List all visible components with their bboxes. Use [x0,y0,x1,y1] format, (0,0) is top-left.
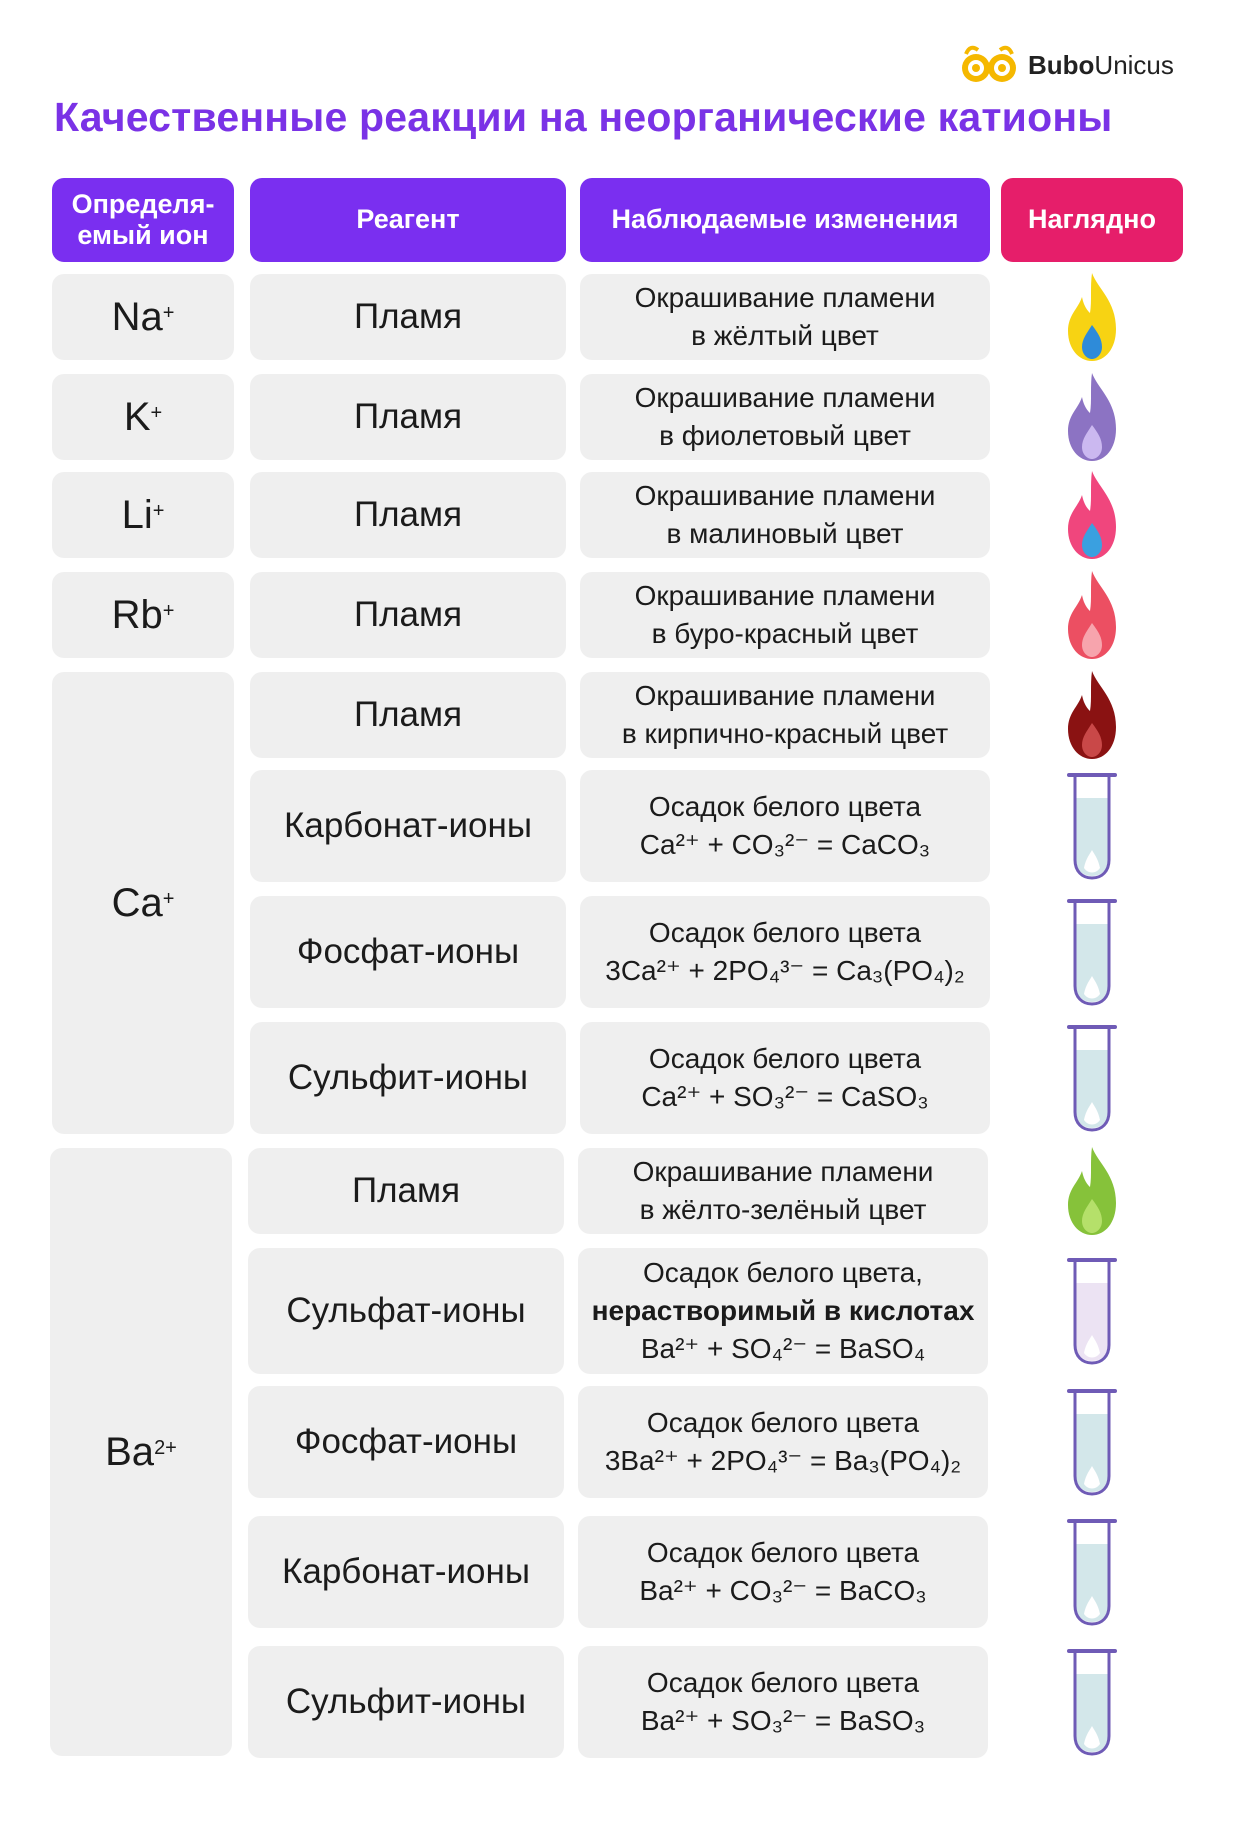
observation-line: Ba²⁺ + SO₃²⁻ = BaSO₃ [640,1705,926,1736]
test-tube-icon [1001,1022,1183,1134]
observation-cell [580,472,990,558]
header-visual: Наглядно [1001,178,1183,262]
ion-symbol: Na [111,294,163,339]
observation-line: Окрашивание пламени [634,382,936,414]
reagent-cell: Карбонат-ионы [250,770,566,882]
observation-line: Осадок белого цвета [648,791,922,823]
observation-line: Осадок белого цвета [646,1667,920,1699]
test-tube-icon [1001,896,1183,1008]
reagent-cell: Фосфат-ионы [248,1386,564,1498]
observation-cell [578,1148,988,1234]
header-reagent: Реагент [250,178,566,262]
observation-cell [580,274,990,360]
observation-cell [580,572,990,658]
brand-logo [960,42,1174,88]
observation-cell [578,1646,988,1758]
ion-charge: + [162,301,175,324]
reagent-cell: Сульфит-ионы [248,1646,564,1758]
ion-cell-li [52,472,234,558]
reagent-cell: Пламя [250,672,566,758]
observation-line: в малиновый цвет [666,518,904,549]
flame-icon [1001,1148,1183,1234]
observation-line: Окрашивание пламени [632,1156,934,1188]
observation-line: в жёлто-зелёный цвет [639,1194,927,1225]
observation-line: в кирпично-красный цвет [621,718,949,749]
ion-symbol: Ba [105,1429,155,1474]
observation-line: в буро-красный цвет [651,618,919,649]
ion-charge: + [152,499,165,522]
observation-cell [578,1386,988,1498]
test-tube-icon [1001,1248,1183,1374]
ion-cell-ba [50,1148,232,1756]
ion-charge: + [162,599,175,622]
observation-line: в фиолетовый цвет [659,420,911,451]
test-tube-icon [1001,1386,1183,1498]
observation-line: Осадок белого цвета [648,917,922,949]
ion-charge: + [162,887,175,910]
observation-line: Осадок белого цвета, [643,1257,923,1289]
reagent-cell: Сульфат-ионы [248,1248,564,1374]
flame-icon [1001,572,1183,658]
ion-symbol: Li [121,492,153,537]
reagent-cell: Сульфит-ионы [250,1022,566,1134]
reagent-cell: Пламя [250,274,566,360]
test-tube-icon [1001,1646,1183,1758]
observation-cell [580,672,990,758]
observation-line: Осадок белого цвета [648,1043,922,1075]
ion-symbol: K [123,394,151,439]
observation-line: Окрашивание пламени [634,580,936,612]
reagent-cell: Пламя [250,572,566,658]
observation-line: 3Ca²⁺ + 2PO₄³⁻ = Ca₃(PO₄)₂ [605,955,965,986]
observation-line: Окрашивание пламени [634,680,936,712]
observation-line: Окрашивание пламени [634,480,936,512]
ion-cell-k [52,374,234,460]
observation-line: Ca²⁺ + CO₃²⁻ = CaCO₃ [639,829,931,860]
observation-line: Осадок белого цвета [646,1407,920,1439]
test-tube-icon [1001,1516,1183,1628]
test-tube-icon [1001,770,1183,882]
observation-line: Ca²⁺ + SO₃²⁻ = CaSO₃ [641,1081,929,1112]
ion-charge: + [150,401,163,424]
ion-symbol: Ca [111,880,163,925]
reagent-cell: Пламя [250,472,566,558]
flame-icon [1001,672,1183,758]
ion-cell-rb [52,572,234,658]
observation-cell [578,1248,988,1374]
header-ion: Определя- емый ион [52,178,234,262]
header-observed: Наблюдаемые изменения [580,178,990,262]
flame-icon [1001,472,1183,558]
brand-name: BuboUnicus [1028,49,1174,80]
observation-line: Ba²⁺ + CO₃²⁻ = BaCO₃ [639,1575,927,1606]
flame-icon [1001,374,1183,460]
ion-cell-ca [52,672,234,1134]
observation-cell [580,896,990,1008]
observation-cell [580,770,990,882]
flame-icon [1001,274,1183,360]
observation-line: нерастворимый в кислотах [591,1295,975,1327]
observation-line: Окрашивание пламени [634,282,936,314]
observation-cell [580,374,990,460]
reagent-cell: Карбонат-ионы [248,1516,564,1628]
observation-line: Ba²⁺ + SO₄²⁻ = BaSO₄ [640,1332,926,1364]
observation-cell [580,1022,990,1134]
ion-symbol: Rb [111,592,163,637]
observation-line: в жёлтый цвет [691,320,879,351]
ion-cell-na [52,274,234,360]
observation-line: 3Ba²⁺ + 2PO₄³⁻ = Ba₃(PO₄)₂ [604,1445,962,1476]
reagent-cell: Пламя [248,1148,564,1234]
page-title: Качественные реакции на неорганические катионы [54,94,1113,140]
observation-cell [578,1516,988,1628]
ion-charge: 2+ [154,1436,177,1459]
owl-eyes-icon [960,42,1018,88]
reagent-cell: Пламя [250,374,566,460]
observation-line: Осадок белого цвета [646,1537,920,1569]
reagent-cell: Фосфат-ионы [250,896,566,1008]
